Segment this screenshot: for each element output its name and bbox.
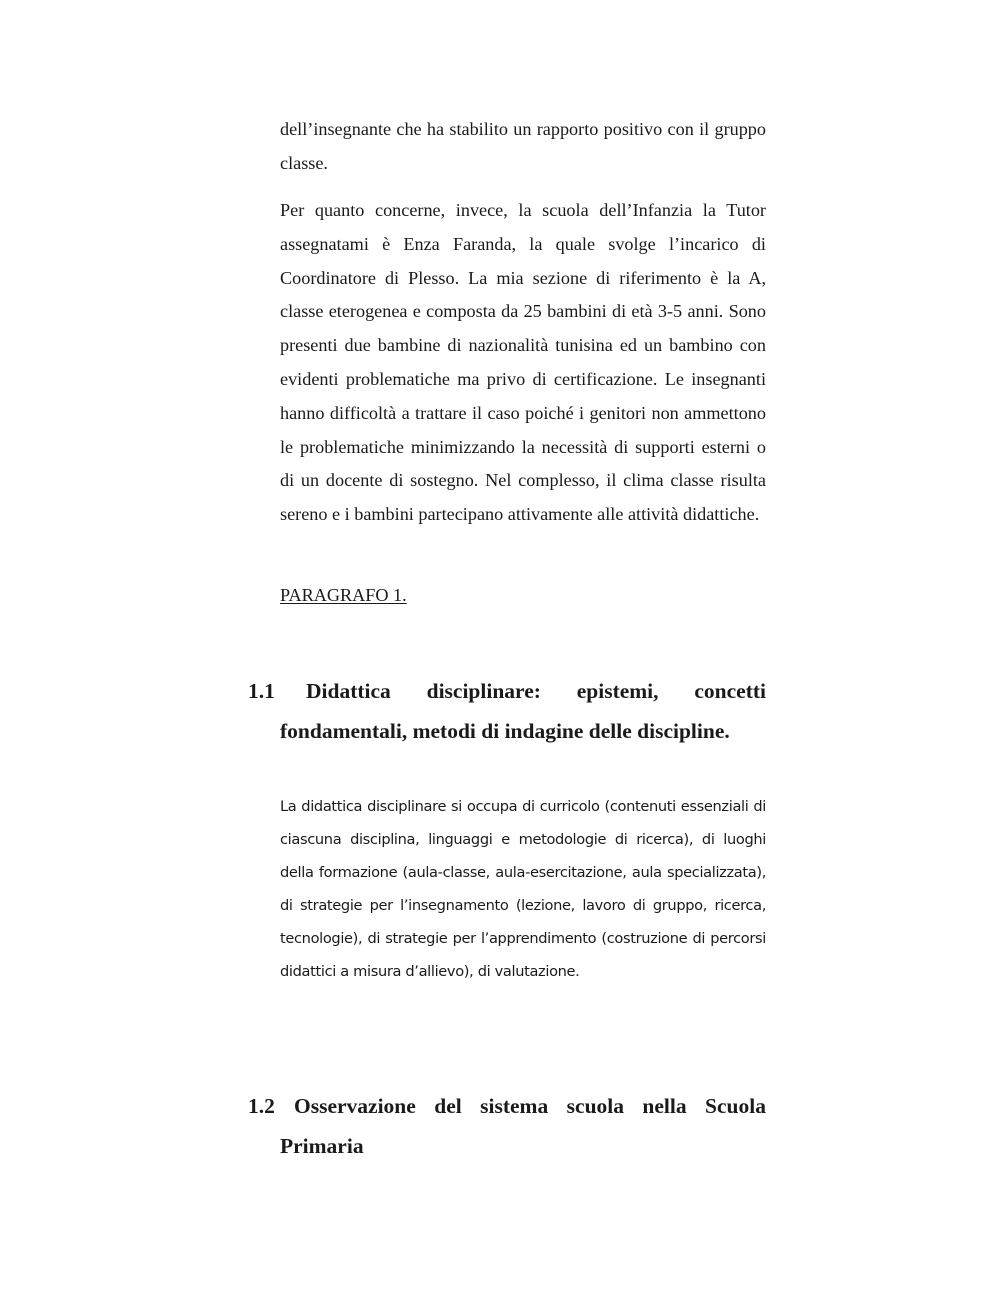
heading-1-2-number: 1.2	[248, 1094, 275, 1118]
heading-1-1	[248, 672, 766, 751]
paragraph-infanzia: Per quanto concerne, invece, la scuola dell’Infanzia la Tutor assegnatami è Enza Faranda, la quale svolge l’incarico di Coordinatore di Plesso. La mia sezione di riferimento è la A, classe eterogenea e composta da 25 bambini di età 3-5 anni. Sono presenti due bambine di nazionalità tunisina ed un bambino con evidenti problematiche ma privo di certificazione. Le insegnanti hanno difficoltà a trattare il caso poiché i genitori non ammettono le problematiche minimizzando la necessità di supporti esterni o di un docente di sostegno. Nel complesso, il clima classe risulta sereno e i bambini partecipano attivamente alle attività didattiche.	[280, 200, 766, 525]
paragraph-continued: dell’insegnante che ha stabilito un rapporto positivo con il gruppo classe.	[280, 119, 766, 173]
section-label: PARAGRAFO 1.	[280, 585, 407, 605]
heading-1-2	[248, 1087, 766, 1166]
heading-1-1-number: 1.1	[248, 679, 275, 703]
heading-1-2-title: Osservazione del sistema scuola nella Scuola Primaria	[280, 1094, 766, 1158]
heading-1-1-title: Didattica disciplinare: epistemi, concetti fondamentali, metodi di indagine delle discipline.	[280, 679, 766, 743]
paragraph-didattica: La didattica disciplinare si occupa di curricolo (contenuti essenziali di ciascuna disciplina, linguaggi e metodologie di ricerca), di luoghi della formazione (aula-classe, aula-esercitazione, aula specializzata), di strategie per l’insegnamento (lezione, lavoro di gruppo, ricerca, tecnologie), di strategie per l’apprendimento (costruzione di percorsi didattici a misura d’allievo), di valutazione.	[280, 798, 766, 981]
